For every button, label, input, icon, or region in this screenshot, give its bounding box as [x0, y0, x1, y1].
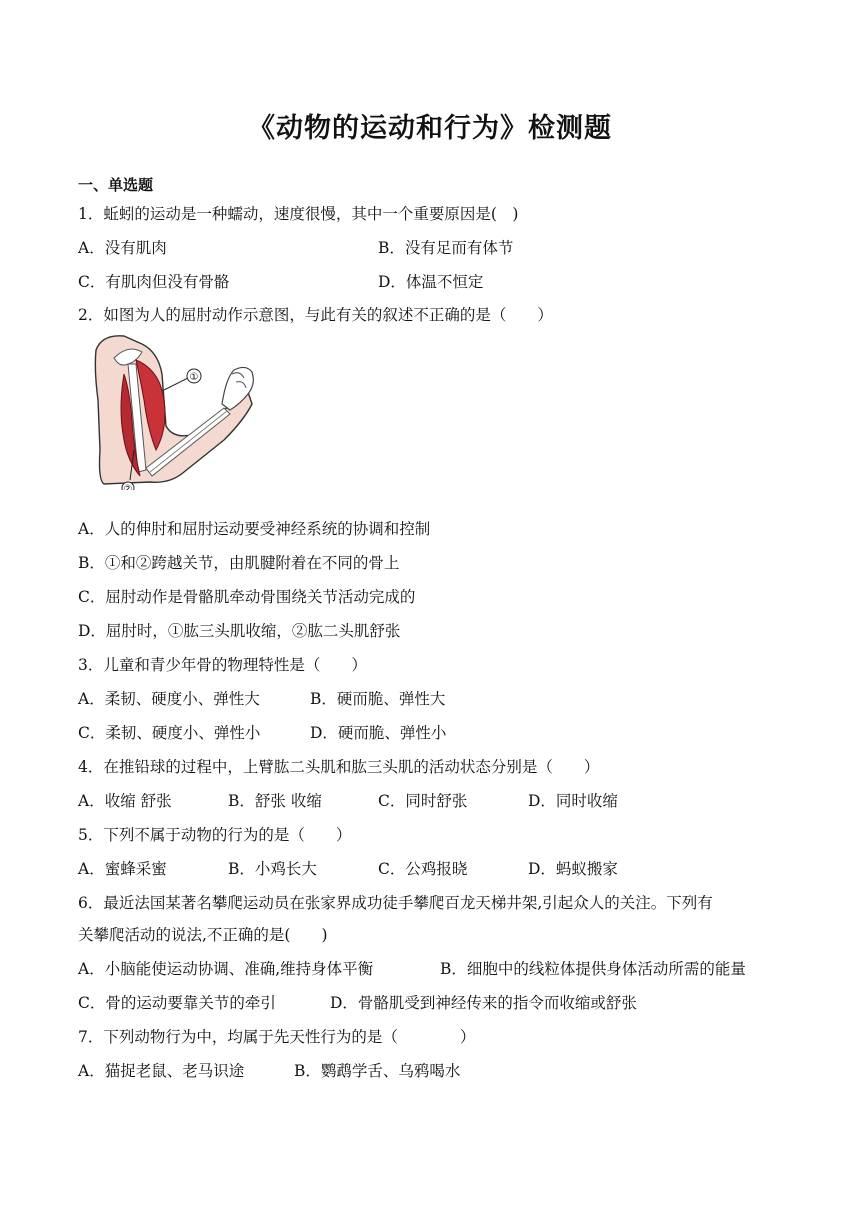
question-3-option-b: B．硬而脆、弹性大	[310, 690, 446, 708]
question-5-option-d: D．蚂蚁搬家	[528, 860, 618, 878]
question-2-stem: 2．如图为人的屈肘动作示意图，与此有关的叙述不正确的是（ ）	[78, 306, 553, 324]
question-2-option-b: B．①和②跨越关节，由肌腱附着在不同的骨上	[78, 554, 400, 572]
question-5-option-b: B．小鸡长大	[228, 860, 317, 878]
question-1-option-b: B．没有足而有体节	[378, 239, 514, 257]
label-1-text: ①	[189, 372, 199, 383]
question-2-option-a: A．人的伸肘和屈肘运动要受神经系统的协调和控制	[78, 520, 431, 538]
question-6-stem: 6．最近法国某著名攀爬运动员在张家界成功徒手攀爬百龙天梯井架,引起众人的关注。下列有	[78, 894, 713, 912]
question-6-option-c: C．骨的运动要靠关节的牵引	[78, 994, 276, 1012]
question-4-option-c: C．同时舒张	[378, 792, 468, 810]
label-2-text: ②	[123, 484, 133, 490]
question-4-option-d: D．同时收缩	[528, 792, 618, 810]
question-6-stem-continued: 关攀爬活动的说法,不正确的是( )	[78, 926, 328, 944]
label-1-leader	[164, 378, 188, 390]
question-1-option-d: D．体温不恒定	[378, 273, 484, 291]
question-2-option-c: C．屈肘动作是骨骼肌牵动骨围绕关节活动完成的	[78, 588, 416, 606]
arm-diagram	[84, 330, 262, 490]
question-6-option-d: D．骨骼肌受到神经传来的指令而收缩或舒张	[330, 994, 637, 1012]
question-7-option-a: A．猫捉老鼠、老马识途	[78, 1062, 245, 1080]
question-2-option-d: D．屈肘时，①肱三头肌收缩，②肱二头肌舒张	[78, 622, 401, 640]
question-3-option-d: D．硬而脆、弹性小	[310, 724, 447, 742]
elbow-flexion-figure	[84, 330, 262, 490]
question-5-option-a: A．蜜蜂采蜜	[78, 860, 167, 878]
question-6-option-b: B．细胞中的线粒体提供身体活动所需的能量	[440, 960, 746, 978]
question-4-stem: 4．在推铅球的过程中，上臂肱二头肌和肱三头肌的活动状态分别是（ ）	[78, 758, 600, 776]
question-3-stem: 3．儿童和青少年骨的物理特性是（ ）	[78, 656, 367, 674]
question-1-option-a: A．没有肌肉	[78, 239, 167, 257]
question-7-stem: 7．下列动物行为中，均属于先天性行为的是（ ）	[78, 1028, 476, 1046]
question-4-option-b: B．舒张 收缩	[228, 792, 322, 810]
question-7-option-b: B．鹦鹉学舌、乌鸦喝水	[294, 1062, 461, 1080]
section-heading: 一、单选题	[78, 176, 154, 194]
question-1-stem: 1．蚯蚓的运动是一种蠕动，速度很慢，其中一个重要原因是( )	[78, 205, 519, 223]
question-5-stem: 5．下列不属于动物的行为的是（ ）	[78, 826, 352, 844]
question-3-option-c: C．柔韧、硬度小、弹性小	[78, 724, 261, 742]
question-3-option-a: A．柔韧、硬度小、弹性大	[78, 690, 260, 708]
question-4-option-a: A．收缩 舒张	[78, 792, 172, 810]
question-5-option-c: C．公鸡报晓	[378, 860, 468, 878]
question-6-option-a: A．小脑能使运动协调、准确,维持身体平衡	[78, 960, 374, 978]
question-1-option-c: C．有肌肉但没有骨骼	[78, 273, 230, 291]
page-title: 《动物的运动和行为》检测题	[248, 113, 612, 144]
